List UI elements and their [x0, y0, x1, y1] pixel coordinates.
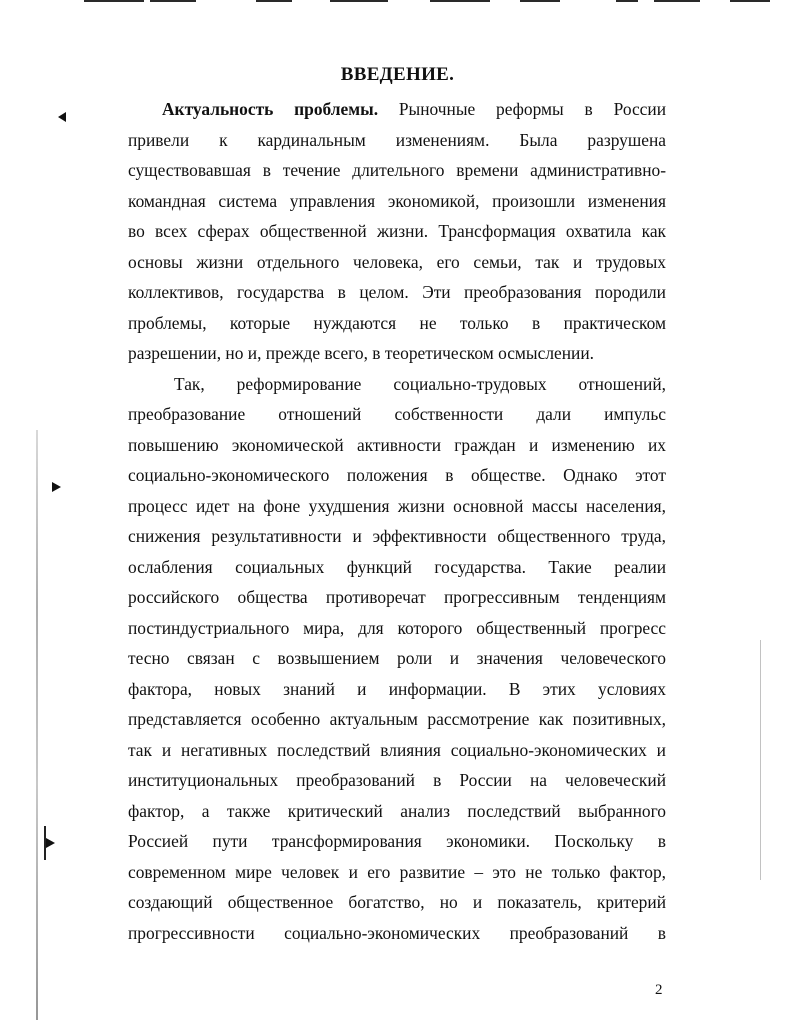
text-line: существовавшая в течение длительного времени административно- — [128, 160, 666, 180]
text-line: разрешении, но и, прежде всего, в теоретическом осмыслении. — [128, 343, 594, 363]
text-line: создающий общественное богатство, но и показатель, критерий — [128, 892, 666, 912]
scan-artifact-top-rule — [330, 0, 388, 2]
scan-artifact-right-edge — [760, 640, 761, 880]
scan-artifact-top-rule — [430, 0, 490, 2]
text-line: Россией пути трансформирования экономики. Поскольку в — [128, 831, 666, 851]
text-line: основы жизни отдельного человека, его семьи, так и трудовых — [128, 251, 666, 272]
body-text — [128, 94, 666, 948]
margin-arrow-icon — [46, 838, 55, 848]
text-line: во всех сферах общественной жизни. Трансформация охватила как — [128, 221, 666, 241]
text-line: так и негативных последствий влияния социально-экономических и — [128, 739, 666, 760]
text-line: привели к кардинальным изменениям. Была разрушена — [128, 129, 666, 150]
text-line: фактора, новых знаний и информации. В этих условиях — [128, 678, 666, 699]
scan-artifact-top-rule — [616, 0, 638, 2]
text-line: представляется особенно актуальным рассмотрение как позитивных, — [128, 709, 666, 729]
text-line: процесс идет на фоне ухудшения жизни основной массы населения, — [128, 495, 666, 516]
margin-arrow-icon — [58, 112, 66, 122]
text-line: проблемы, которые нуждаются не только в практическом — [128, 312, 666, 333]
scan-artifact-top-rule — [520, 0, 560, 2]
text-line: Актуальность проблемы. Рыночные реформы в России — [162, 99, 666, 119]
text-line: постиндустриального мира, для которого общественный прогресс — [128, 617, 666, 638]
scan-artifact-top-rule — [150, 0, 196, 2]
margin-arrow-icon — [52, 482, 61, 492]
text-line: командная система управления экономикой, произошли изменения — [128, 190, 666, 211]
text-line: коллективов, государства в целом. Эти преобразования породили — [128, 282, 666, 302]
page-number: 2 — [655, 982, 663, 998]
text-line: преобразование отношений собственности дали импульс — [128, 404, 666, 424]
scan-artifact-top-rule — [256, 0, 292, 2]
text-line: прогрессивности социально-экономических преобразований в — [128, 922, 666, 943]
scan-artifact-top-rule — [654, 0, 700, 2]
text-line: современном мире человек и его развитие – это не только фактор, — [128, 861, 666, 882]
lead-phrase: Актуальность проблемы. — [162, 99, 379, 119]
text-line: российского общества противоречат прогрессивным тенденциям — [128, 587, 666, 607]
text-line: повышению экономической активности граждан и изменению их — [128, 434, 666, 455]
page-title: ВВЕДЕНИЕ. — [340, 64, 455, 85]
text-line: институциональных преобразований в России на человеческий — [128, 770, 666, 790]
scan-artifact-left-edge — [36, 430, 38, 1020]
text-line: снижения результативности и эффективности общественного труда, — [128, 526, 666, 546]
text-line: ослабления социальных функций государства. Такие реалии — [128, 556, 666, 577]
scan-artifact-top-rule — [84, 0, 144, 2]
scan-artifact-top-rule — [730, 0, 770, 2]
text-line: социально-экономического положения в обществе. Однако этот — [128, 465, 666, 485]
text-line: тесно связан с возвышением роли и значения человеческого — [128, 648, 666, 668]
text-line: Так, реформирование социально-трудовых отношений, — [174, 373, 666, 394]
text-line: фактор, а также критический анализ последствий выбранного — [128, 800, 666, 821]
